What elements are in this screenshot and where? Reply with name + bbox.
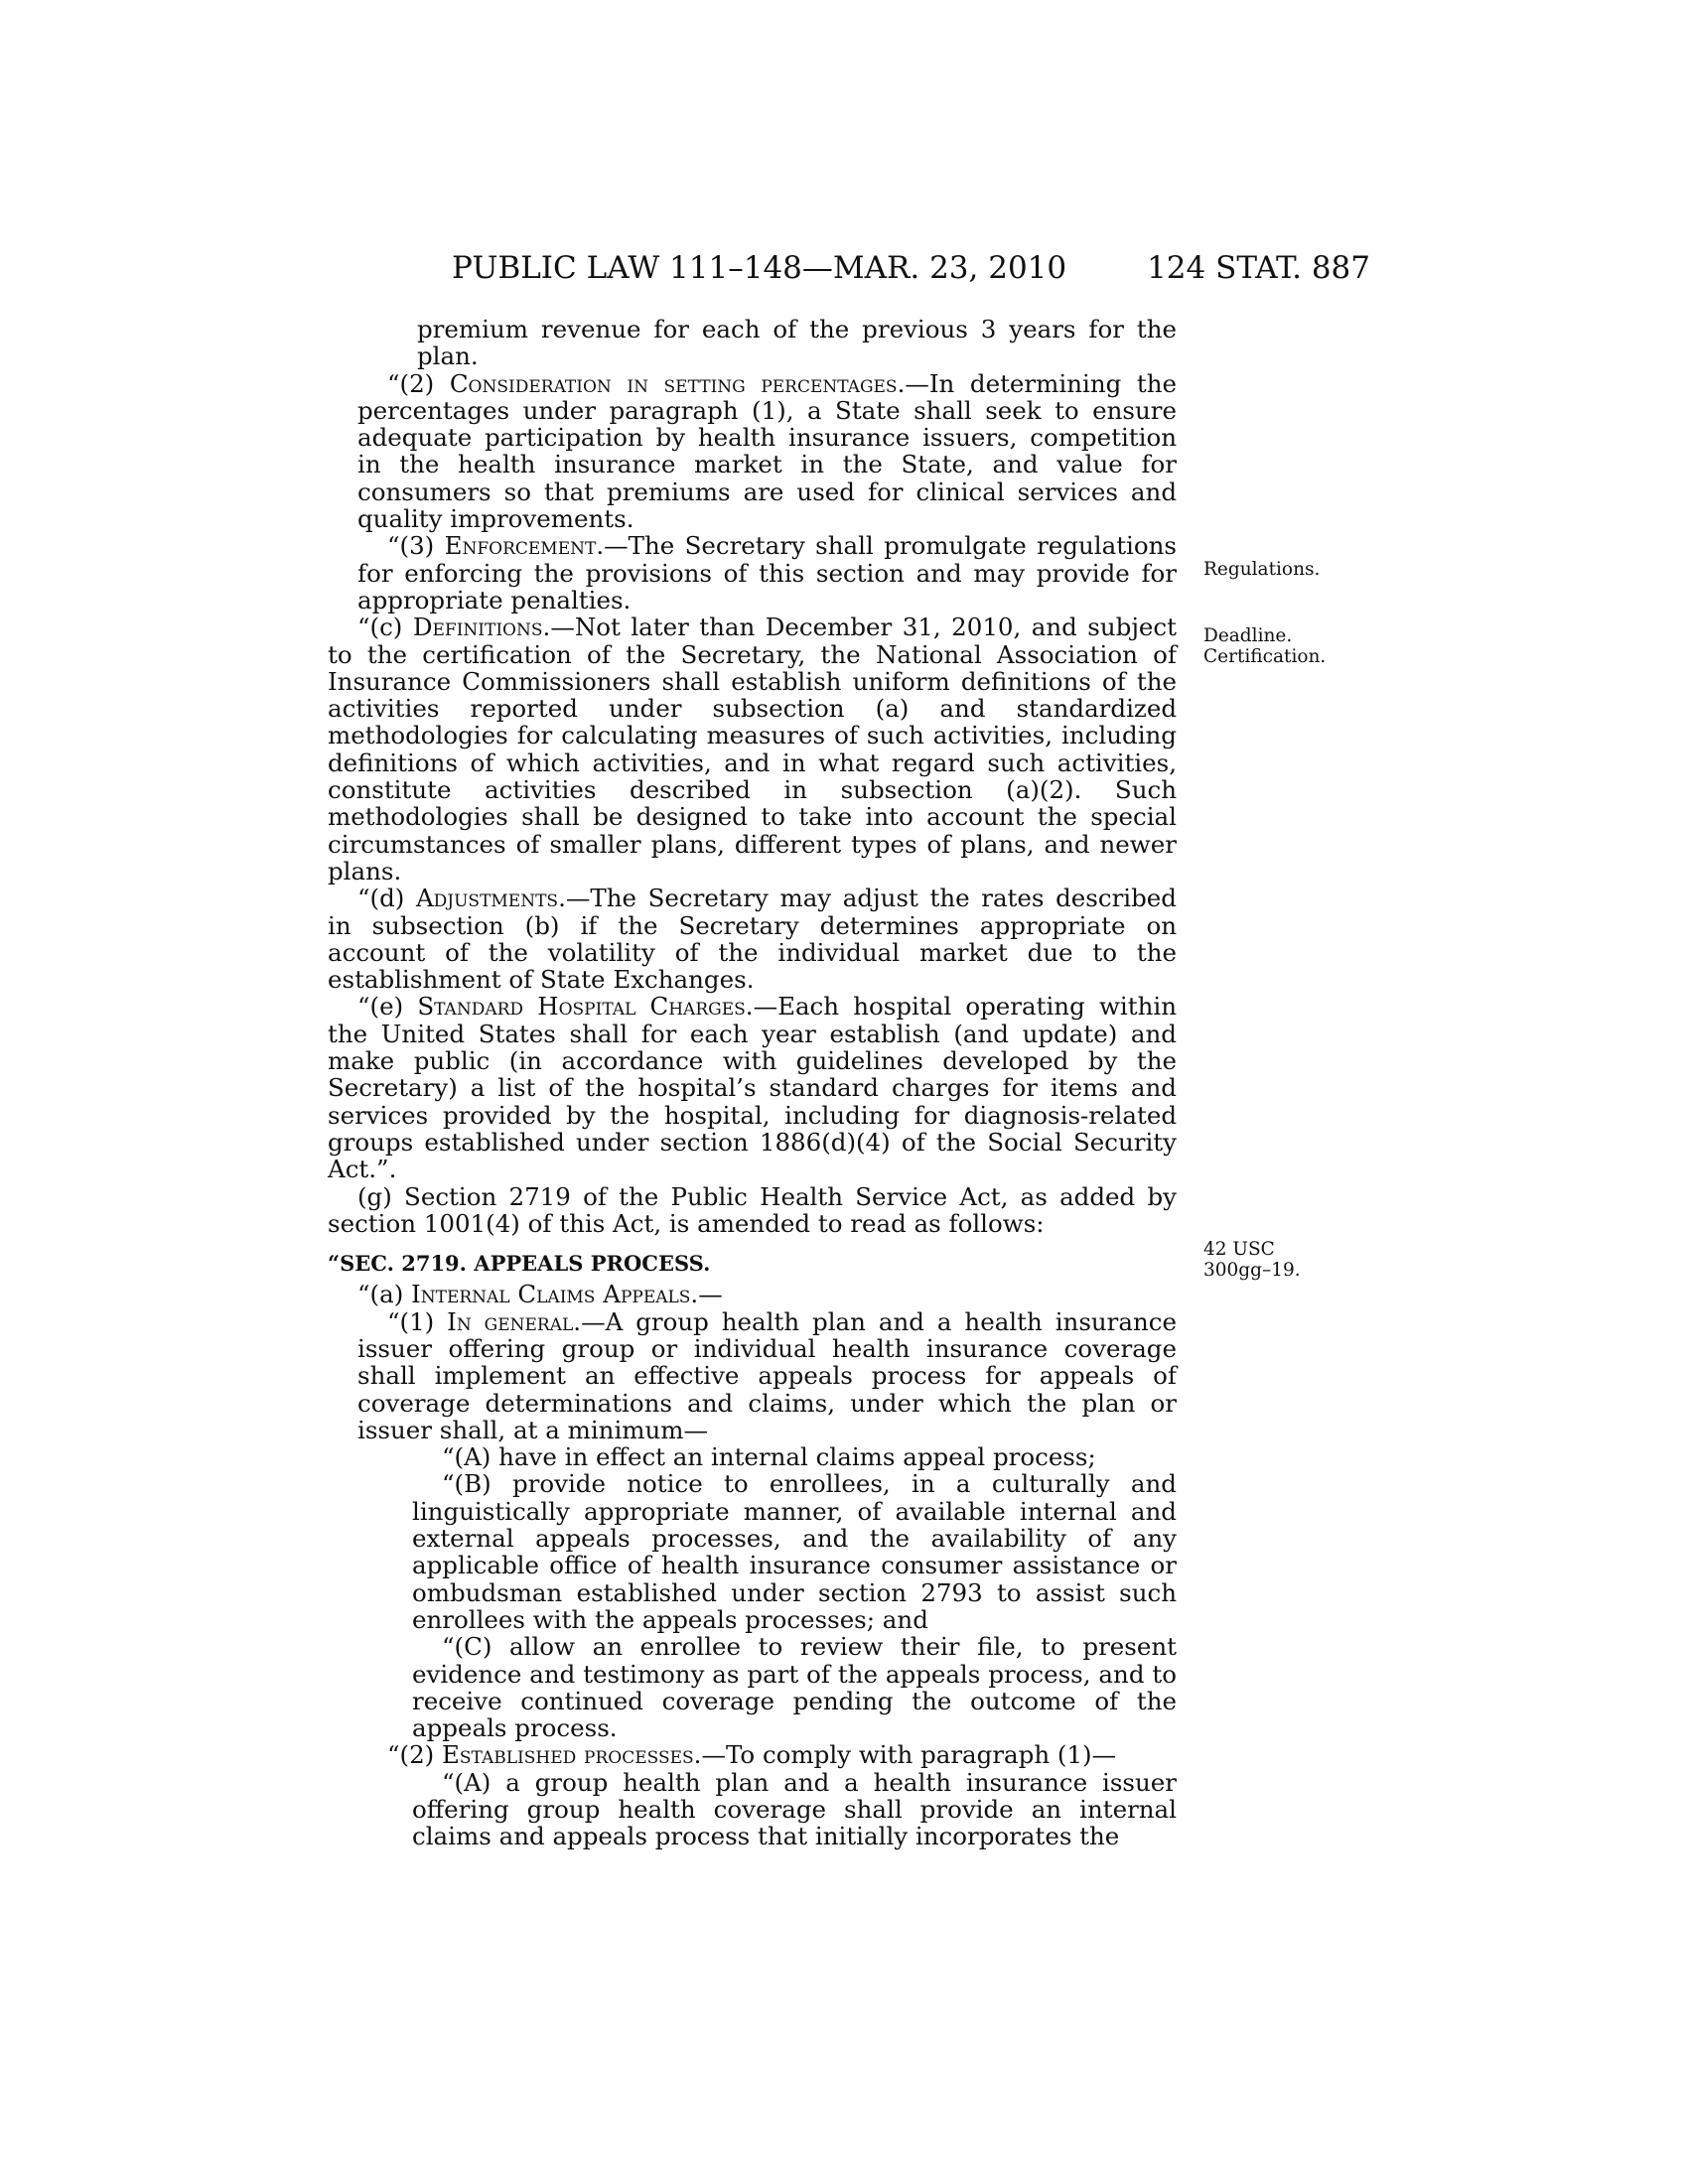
paragraph-text: —The Secretary shall promulgate regulations for enforcing the provisions of this section and may provide for appropriate penalties.: [357, 531, 1177, 614]
paragraph-premium-revenue: premium revenue for each of the previous 3 years for the plan.: [417, 315, 1177, 371]
subsection-letter: “(c): [357, 613, 413, 642]
paragraph-in-general: [357, 1308, 1177, 1443]
margin-note-deadline: Deadline.: [1203, 625, 1293, 646]
statute-page-number: 124 STAT. 887: [1147, 250, 1370, 286]
paragraph-text: —In determining the percentages under paragraph (1), a State shall seek to ensure adequate participation by health insurance issuers, competition in the health insurance market in the State, and value for consumers so that premiums are used for clinical services and quality improvements.: [357, 368, 1177, 534]
subsection-dash: —: [698, 1280, 723, 1309]
subsection-letter: “(a): [357, 1280, 412, 1309]
amendment-instruction: (g) Section 2719 of the Public Health Service Act, as added by section 1001(4) of this Act, is amended to read as follows:: [328, 1181, 1177, 1238]
clause-a1-A: “(A) have in effect an internal claims appeal process;: [442, 1442, 1096, 1472]
subsection-text: —Not later than December 31, 2010, and subject to the certification of the Secretary, the National Association of Insurance Commissioners shall establish uniform definitions of the activities reported under subsection (a) and standardized methodologies for calculating measures of such activities, including definitions of which activities, and in what regard such activities, constitute activities described in subsection (a)(2). Such methodologies shall be designed to take into account the special circumstances of smaller plans, different types of plans, and newer plans.: [328, 613, 1177, 886]
paragraph-established-processes: [357, 1741, 1177, 1768]
body-text: [328, 315, 1177, 1851]
subsection-heading: Definitions.: [412, 613, 551, 642]
margin-note-regulations: Regulations.: [1203, 559, 1321, 580]
paragraph-number: “(3): [387, 531, 445, 561]
paragraph-heading: Established processes.: [442, 1740, 702, 1770]
paragraph-number: “(2): [387, 368, 450, 398]
clause-a1-B: “(B) provide notice to enrollees, in a culturally and linguistically appropriate manner, of available internal and external appeals processes, and the availability of any applicable office of health insurance consumer assistance or ombudsman established under section 2793 to assist such enrollees with the appeals processes; and: [412, 1469, 1177, 1634]
margin-note-usc-citation: [1203, 1239, 1301, 1281]
paragraph-heading: Consideration in setting percentages.: [449, 368, 906, 398]
running-head: [452, 248, 1370, 288]
paragraph-consideration: [357, 370, 1177, 533]
subsection-letter: “(d): [357, 884, 416, 913]
paragraph-number: “(2): [387, 1740, 443, 1770]
margin-note-certification: Certification.: [1203, 646, 1327, 667]
section-heading: “SEC. 2719. APPEALS PROCESS.: [328, 1251, 711, 1277]
clause-a2-A: “(A) a group health plan and a health insurance issuer offering group health coverage shall provide an internal claims and appeals process that initially incorporates the: [412, 1767, 1177, 1851]
usc-title: 42 USC: [1203, 1239, 1275, 1260]
paragraph-heading: In general.: [447, 1306, 582, 1336]
subsection-letter: “(e): [357, 992, 418, 1022]
public-law-citation: PUBLIC LAW 111–148—MAR. 23, 2010: [452, 250, 1067, 286]
paragraph-heading: Enforcement.: [444, 531, 605, 561]
subsection-text: —Each hospital operating within the United States shall for each year establish (and update) and make public (in accordance with guidelines developed by the Secretary) a list of the hospital’s standard charges for items and services provided by the hospital, including for diagnosis-related groups established under section 1886(d)(4) of the Social Security Act.”.: [328, 992, 1177, 1184]
clause-a1-C: “(C) allow an enrollee to review their file, to present evidence and testimony as part of the appeals process, and to receive continued coverage pending the outcome of the appeals process.: [412, 1632, 1177, 1743]
paragraph-number: “(1): [387, 1306, 448, 1336]
subsection-definitions: [328, 614, 1177, 885]
subsection-standard-hospital-charges: [328, 993, 1177, 1182]
subsection-heading: Standard Hospital Charges.: [417, 992, 754, 1022]
subsection-text: —The Secretary may adjust the rates described in subsection (b) if the Secretary determines appropriate on account of the volatility of the individual market due to the establishment of State Exchanges.: [328, 884, 1177, 995]
subsection-heading: Adjustments.: [415, 884, 566, 913]
paragraph-text: —A group health plan and a health insurance issuer offering group or individual health insurance coverage shall implement an effective appeals process for appeals of coverage determinations and claims, under which the plan or issuer shall, at a minimum—: [357, 1306, 1177, 1444]
subsection-heading: Internal Claims Appeals.: [411, 1280, 699, 1309]
paragraph-text: —To comply with paragraph (1)—: [701, 1740, 1117, 1770]
paragraph-enforcement: [357, 532, 1177, 614]
subsection-adjustments: [328, 885, 1177, 993]
subsection-internal-claims-appeals: [328, 1281, 1177, 1307]
usc-section: 300gg–19.: [1203, 1260, 1301, 1281]
